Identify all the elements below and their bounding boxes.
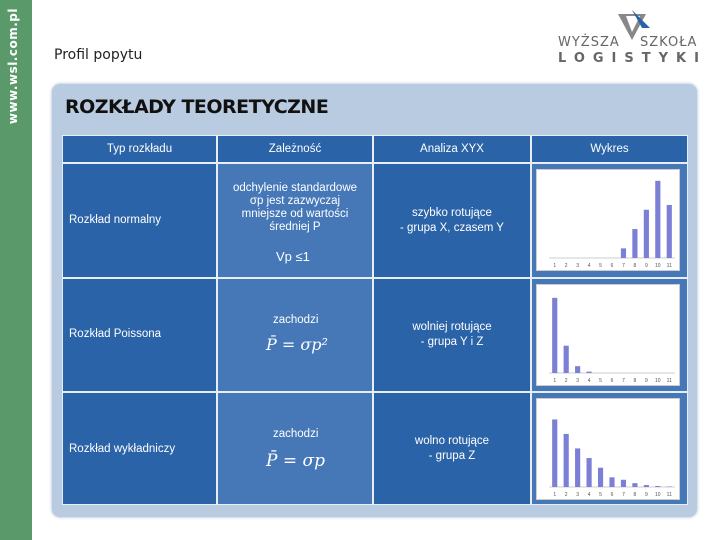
x-tick-label: 11 (666, 263, 672, 269)
variation-coefficient: Vp ≤1 (276, 249, 310, 264)
header-analysis: Analiza XYX (373, 135, 531, 163)
row-normal-type (62, 163, 217, 278)
type-label: Rozkład wykładniczy (69, 443, 176, 455)
analysis-line: wolno rotujące (414, 434, 490, 447)
dependency-line: mniejsze od wartości (241, 208, 349, 220)
slide-heading: ROZKŁADY TEORETYCZNE (65, 96, 329, 118)
bar (598, 468, 603, 487)
x-tick-label: 6 (610, 378, 614, 384)
bar (587, 372, 592, 373)
bar (575, 448, 580, 487)
bar (564, 434, 569, 487)
bar (564, 346, 569, 373)
type-label: Rozkład Poissona (69, 328, 162, 340)
dependency-line: zachodzi (273, 428, 319, 440)
distribution-table (62, 135, 688, 505)
dependency-line: średniej P (269, 221, 321, 233)
bar (621, 480, 626, 487)
row-normal-analysis (373, 163, 531, 278)
dependency-line: zachodzi (273, 314, 319, 326)
dependency-line: odchylenie standardowe (232, 182, 358, 194)
analysis-line: - grupa X, czasem Y (400, 221, 504, 234)
x-tick-label: 9 (644, 263, 648, 269)
poisson-formula: P̄ = σp² (266, 335, 328, 354)
bar (632, 483, 637, 487)
row-exponential-dependency (217, 392, 373, 505)
x-tick-label: 3 (576, 263, 580, 269)
x-tick-label: 2 (564, 263, 568, 269)
dependency-line: σp jest zazwyczaj (249, 195, 341, 207)
bar (655, 181, 660, 258)
x-tick-label: 1 (553, 263, 557, 269)
x-tick-label: 9 (644, 492, 648, 498)
x-tick-label: 4 (587, 263, 591, 269)
website-url: www.wsl.com.pl (6, 8, 20, 125)
x-tick-label: 3 (576, 492, 580, 498)
x-tick-label: 11 (666, 492, 672, 498)
row-poisson-chart (531, 278, 688, 392)
x-tick-label: 3 (576, 378, 580, 384)
x-tick-label: 10 (655, 492, 661, 498)
analysis-line: szybko rotujące (412, 206, 492, 219)
row-normal-chart (531, 163, 688, 278)
x-tick-label: 5 (599, 378, 602, 384)
row-exponential-analysis (373, 392, 531, 505)
row-poisson-analysis (373, 278, 531, 392)
logo (555, 10, 705, 70)
x-tick-label: 5 (599, 263, 602, 269)
side-strip (0, 0, 32, 540)
header-dependency: Zależność (217, 135, 373, 163)
analysis-line: - grupa Z (428, 449, 476, 462)
logo-line2: LOGISTYKI (558, 51, 707, 66)
bar (552, 419, 557, 487)
bar (552, 298, 557, 373)
row-poisson-dependency (217, 278, 373, 392)
x-tick-label: 11 (666, 378, 672, 384)
x-tick-label: 4 (587, 378, 591, 384)
x-tick-label: 2 (564, 492, 568, 498)
logo-line1b: SZKOŁA (640, 35, 698, 50)
analysis-line: - grupa Y i Z (420, 336, 484, 348)
x-tick-label: 6 (610, 263, 614, 269)
header-type: Typ rozkładu (62, 135, 217, 163)
row-normal-dependency (217, 163, 373, 278)
x-tick-label: 7 (622, 492, 625, 498)
x-tick-label: 1 (553, 378, 557, 384)
header-chart: Wykres (531, 135, 688, 163)
x-tick-label: 1 (553, 492, 557, 498)
type-label: Rozkład normalny (69, 214, 162, 226)
x-tick-label: 8 (633, 492, 637, 498)
page-title: Profil popytu (54, 47, 143, 63)
bar (644, 485, 649, 487)
x-tick-label: 8 (633, 378, 637, 384)
x-tick-label: 10 (655, 263, 661, 269)
bar (667, 205, 672, 258)
x-tick-label: 9 (644, 378, 648, 384)
exponential-distribution-chart (537, 399, 679, 499)
bar (575, 366, 580, 373)
x-tick-label: 7 (622, 378, 625, 384)
x-tick-label: 5 (599, 492, 602, 498)
exponential-formula: P̄ = σp (266, 451, 325, 471)
bar (621, 248, 626, 258)
row-exponential-chart (531, 392, 688, 505)
x-tick-label: 4 (587, 492, 591, 498)
bar (632, 229, 637, 258)
logo-line1a: WYŻSZA (558, 35, 620, 50)
row-exponential-type (62, 392, 217, 505)
bar (644, 210, 649, 258)
x-tick-label: 6 (610, 492, 614, 498)
x-tick-label: 7 (622, 263, 625, 269)
x-tick-label: 8 (633, 263, 637, 269)
poisson-distribution-chart (537, 285, 679, 385)
row-poisson-type (62, 278, 217, 392)
bar (655, 486, 660, 487)
analysis-line: wolniej rotujące (412, 321, 492, 333)
normal-distribution-chart (537, 170, 679, 270)
x-tick-label: 10 (655, 378, 661, 384)
bar (609, 477, 614, 487)
x-tick-label: 2 (564, 378, 568, 384)
bar (587, 458, 592, 487)
